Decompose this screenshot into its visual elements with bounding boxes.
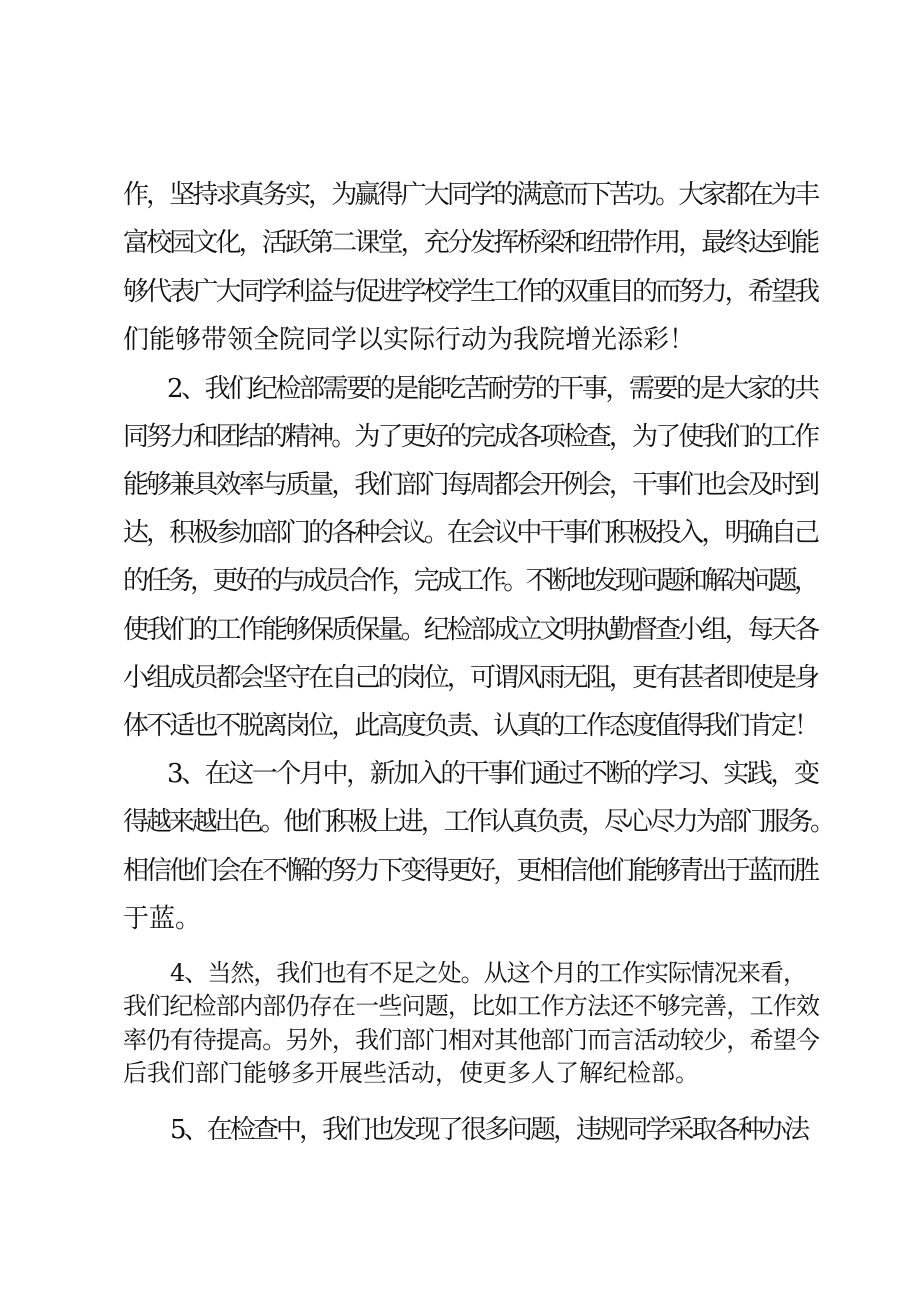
paragraph-line: 够代表广大同学利益与促进学校学生工作的双重目的而努力，希望我 <box>123 277 818 307</box>
paragraph-line: 我们纪检部内部仍存在一些问题，比如工作方法还不够完善，工作效 <box>123 992 820 1020</box>
paragraph-line: 作，坚持求真务实，为赢得广大同学的满意而下苦功。大家都在为丰 <box>123 180 818 210</box>
paragraph-line: 4、当然，我们也有不足之处。从这个月的工作实际情况来看， <box>170 959 807 987</box>
paragraph-line: 5、在检查中，我们也发现了很多问题，违规同学采取各种办法 <box>170 1115 808 1145</box>
paragraph-line: 于蓝。 <box>123 904 202 934</box>
paragraph-line: 同努力和团结的精神。为了更好的完成各项检查，为了使我们的工作 <box>123 422 818 452</box>
paragraph-line: 富校园文化，活跃第二课堂，充分发挥桥梁和纽带作用，最终达到能 <box>123 228 818 258</box>
paragraph-line: 小组成员都会坚守在自己的岗位，可谓风雨无阻，更有甚者即使是身 <box>123 663 818 693</box>
paragraph-line: 能够兼具效率与质量，我们部门每周都会开例会，干事们也会及时到 <box>123 470 818 500</box>
paragraph-line: 后我们部门能够多开展些活动，使更多人了解纪检部。 <box>123 1059 699 1087</box>
paragraph-line: 相信他们会在不懈的努力下变得更好，更相信他们能够青出于蓝而胜 <box>123 856 818 886</box>
paragraph-line: 体不适也不脱离岗位，此高度负责、认真的工作态度值得我们肯定！ <box>123 711 818 741</box>
paragraph-line: 得越来越出色。他们积极上进，工作认真负责，尽心尽力为部门服务。 <box>123 807 833 837</box>
paragraph-line: 率仍有待提高。另外，我们部门相对其他部门而言活动较少，希望今 <box>123 1026 820 1054</box>
paragraph-line: 使我们的工作能够保质保量。纪检部成立文明执勤督查小组，每天各 <box>123 615 818 645</box>
paragraph-line: 3、在这一个月中，新加入的干事们通过不断的学习、实践，变 <box>167 759 818 789</box>
paragraph-line: 的任务，更好的与成员合作，完成工作。不断地发现问题和解决问题， <box>123 566 817 596</box>
paragraph-line: 们能够带领全院同学以实际行动为我院增光添彩！ <box>123 325 696 355</box>
paragraph-line: 达，积极参加部门的各种会议。在会议中干事们积极投入，明确自己 <box>123 518 818 548</box>
paragraph-line: 2、我们纪检部需要的是能吃苦耐劳的干事，需要的是大家的共 <box>167 374 818 404</box>
